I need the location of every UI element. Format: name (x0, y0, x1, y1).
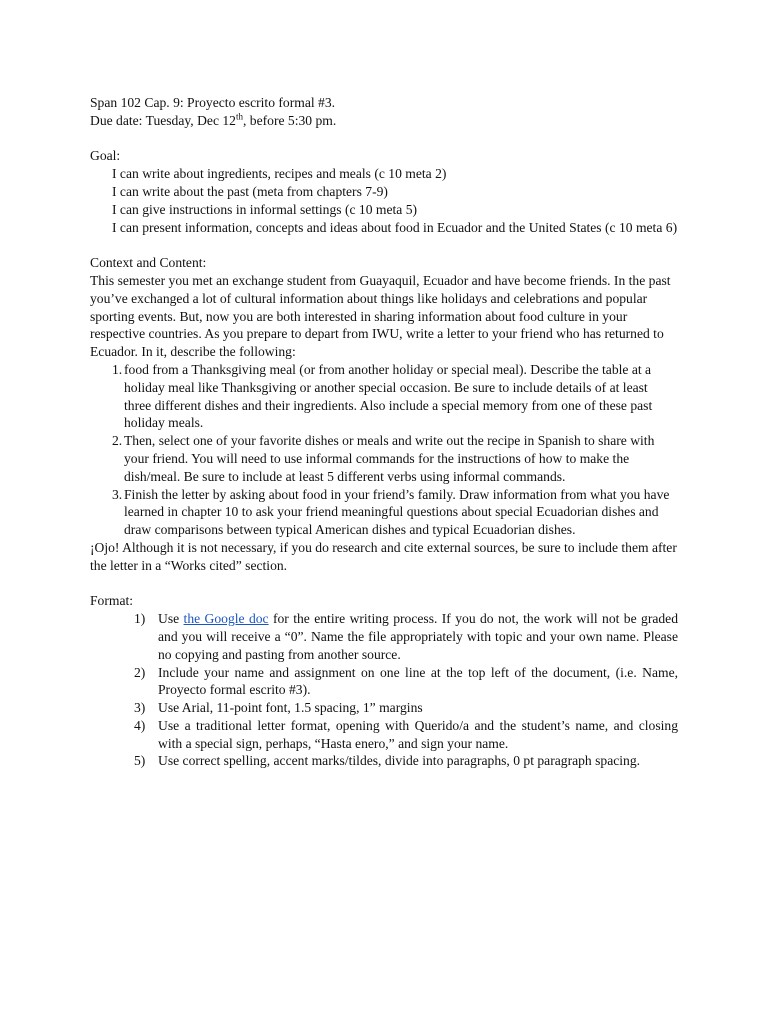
ojo-note: ¡Ojo! Although it is not necessary, if you do research and cite external sources, be sure to include them after the letter in a “Works cited” section. (90, 539, 677, 573)
format-item (90, 610, 678, 663)
document-page (90, 94, 678, 770)
format-item-text: Use correct spelling, accent marks/tildes, divide into paragraphs, 0 pt paragraph spacing. (158, 753, 641, 769)
format-item (90, 717, 678, 753)
due-date-suffix: , before 5:30 pm. (243, 112, 337, 128)
format-item-text: Use (158, 611, 184, 627)
format-item-text: Use a traditional letter format, opening with Querido/a and the student’s name, and closing with a special sign, perhaps, “Hasta enero,” and sign your name. (158, 717, 678, 751)
context-item-text: Then, select one of your favorite dishes or meals and write out the recipe in Spanish to share with your friend. You will need to use informal commands for the instructions of how to make the dish/meal. Be sure to include at least 5 different verbs using informal commands. (124, 433, 655, 484)
context-item-text: Finish the letter by asking about food in your friend’s family. Draw information from what you have learned in chapter 10 to ask your friend meaningful questions about special Ecuadorian dishes and draw comparisons between typical American dishes and typical Ecuadorian dishes. (124, 486, 670, 538)
list-number: 2. (112, 433, 123, 449)
assignment-title: Span 102 Cap. 9: Proyecto escrito formal #3. (90, 95, 336, 110)
due-date (90, 112, 678, 130)
format-list (90, 610, 678, 770)
goal-item: I can write about ingredients, recipes and meals (c 10 meta 2) (112, 166, 447, 182)
context-list (90, 361, 678, 539)
context-item-text: food from a Thanksgiving meal (or from another holiday or special meal). Describe the table at a holiday meal like Thanksgiving or another special occasion. Be sure to include details of at least three different dishes and their ingredients. Also include a special memory from one of these past holiday meals. (124, 361, 653, 431)
context-heading: Context and Content: (90, 255, 207, 271)
goal-item: I can present information, concepts and ideas about food in Ecuador and the United States (c 10 meta 6) (112, 219, 678, 235)
format-heading: Format: (90, 593, 134, 609)
list-number: 2) (134, 664, 146, 680)
goal-item: I can give instructions in informal settings (c 10 meta 5) (112, 201, 418, 217)
goal-heading: Goal: (90, 148, 121, 164)
due-date-text: Due date: Tuesday, Dec 12 (90, 112, 236, 128)
list-number: 3. (112, 486, 123, 502)
list-number: 1) (134, 611, 146, 627)
goal-list (112, 165, 678, 236)
format-item (90, 752, 678, 770)
list-number: 1. (112, 361, 123, 377)
context-item (90, 432, 678, 485)
format-item (90, 664, 678, 700)
spacer (90, 575, 678, 593)
context-item (90, 486, 678, 539)
list-number: 4) (134, 717, 146, 733)
context-item (90, 361, 678, 432)
spacer (90, 130, 678, 148)
format-item (90, 699, 678, 717)
format-item-text: Include your name and assignment on one line at the top left of the document, (i.e. Name, Proyecto formal escrito #3). (158, 664, 678, 698)
list-number: 3) (134, 700, 146, 716)
due-date-superscript: th (235, 111, 243, 122)
goal-item: I can write about the past (meta from chapters 7-9) (112, 183, 388, 199)
spacer (90, 236, 678, 254)
google-doc-link[interactable]: the Google doc (183, 611, 269, 627)
context-intro: This semester you met an exchange student from Guayaquil, Ecuador and have become friends. In the past you’ve exchanged a lot of cultural information about things like holidays and celebrations and popular sporting events. But, now you are both interested in sharing information about food culture in your respective countries. As you prepare to depart from IWU, write a letter to your friend who has returned to Ecuador. In it, describe the following: (90, 272, 671, 360)
list-number: 5) (134, 753, 146, 769)
format-item-text: Use Arial, 11-point font, 1.5 spacing, 1” margins (158, 700, 423, 716)
format-item-text: for the entire writing process. If you do not, the work will not be graded and you will receive a “0”. Name the file appropriately with topic and your own name. Please no copying and pasting from another source. (158, 611, 679, 662)
